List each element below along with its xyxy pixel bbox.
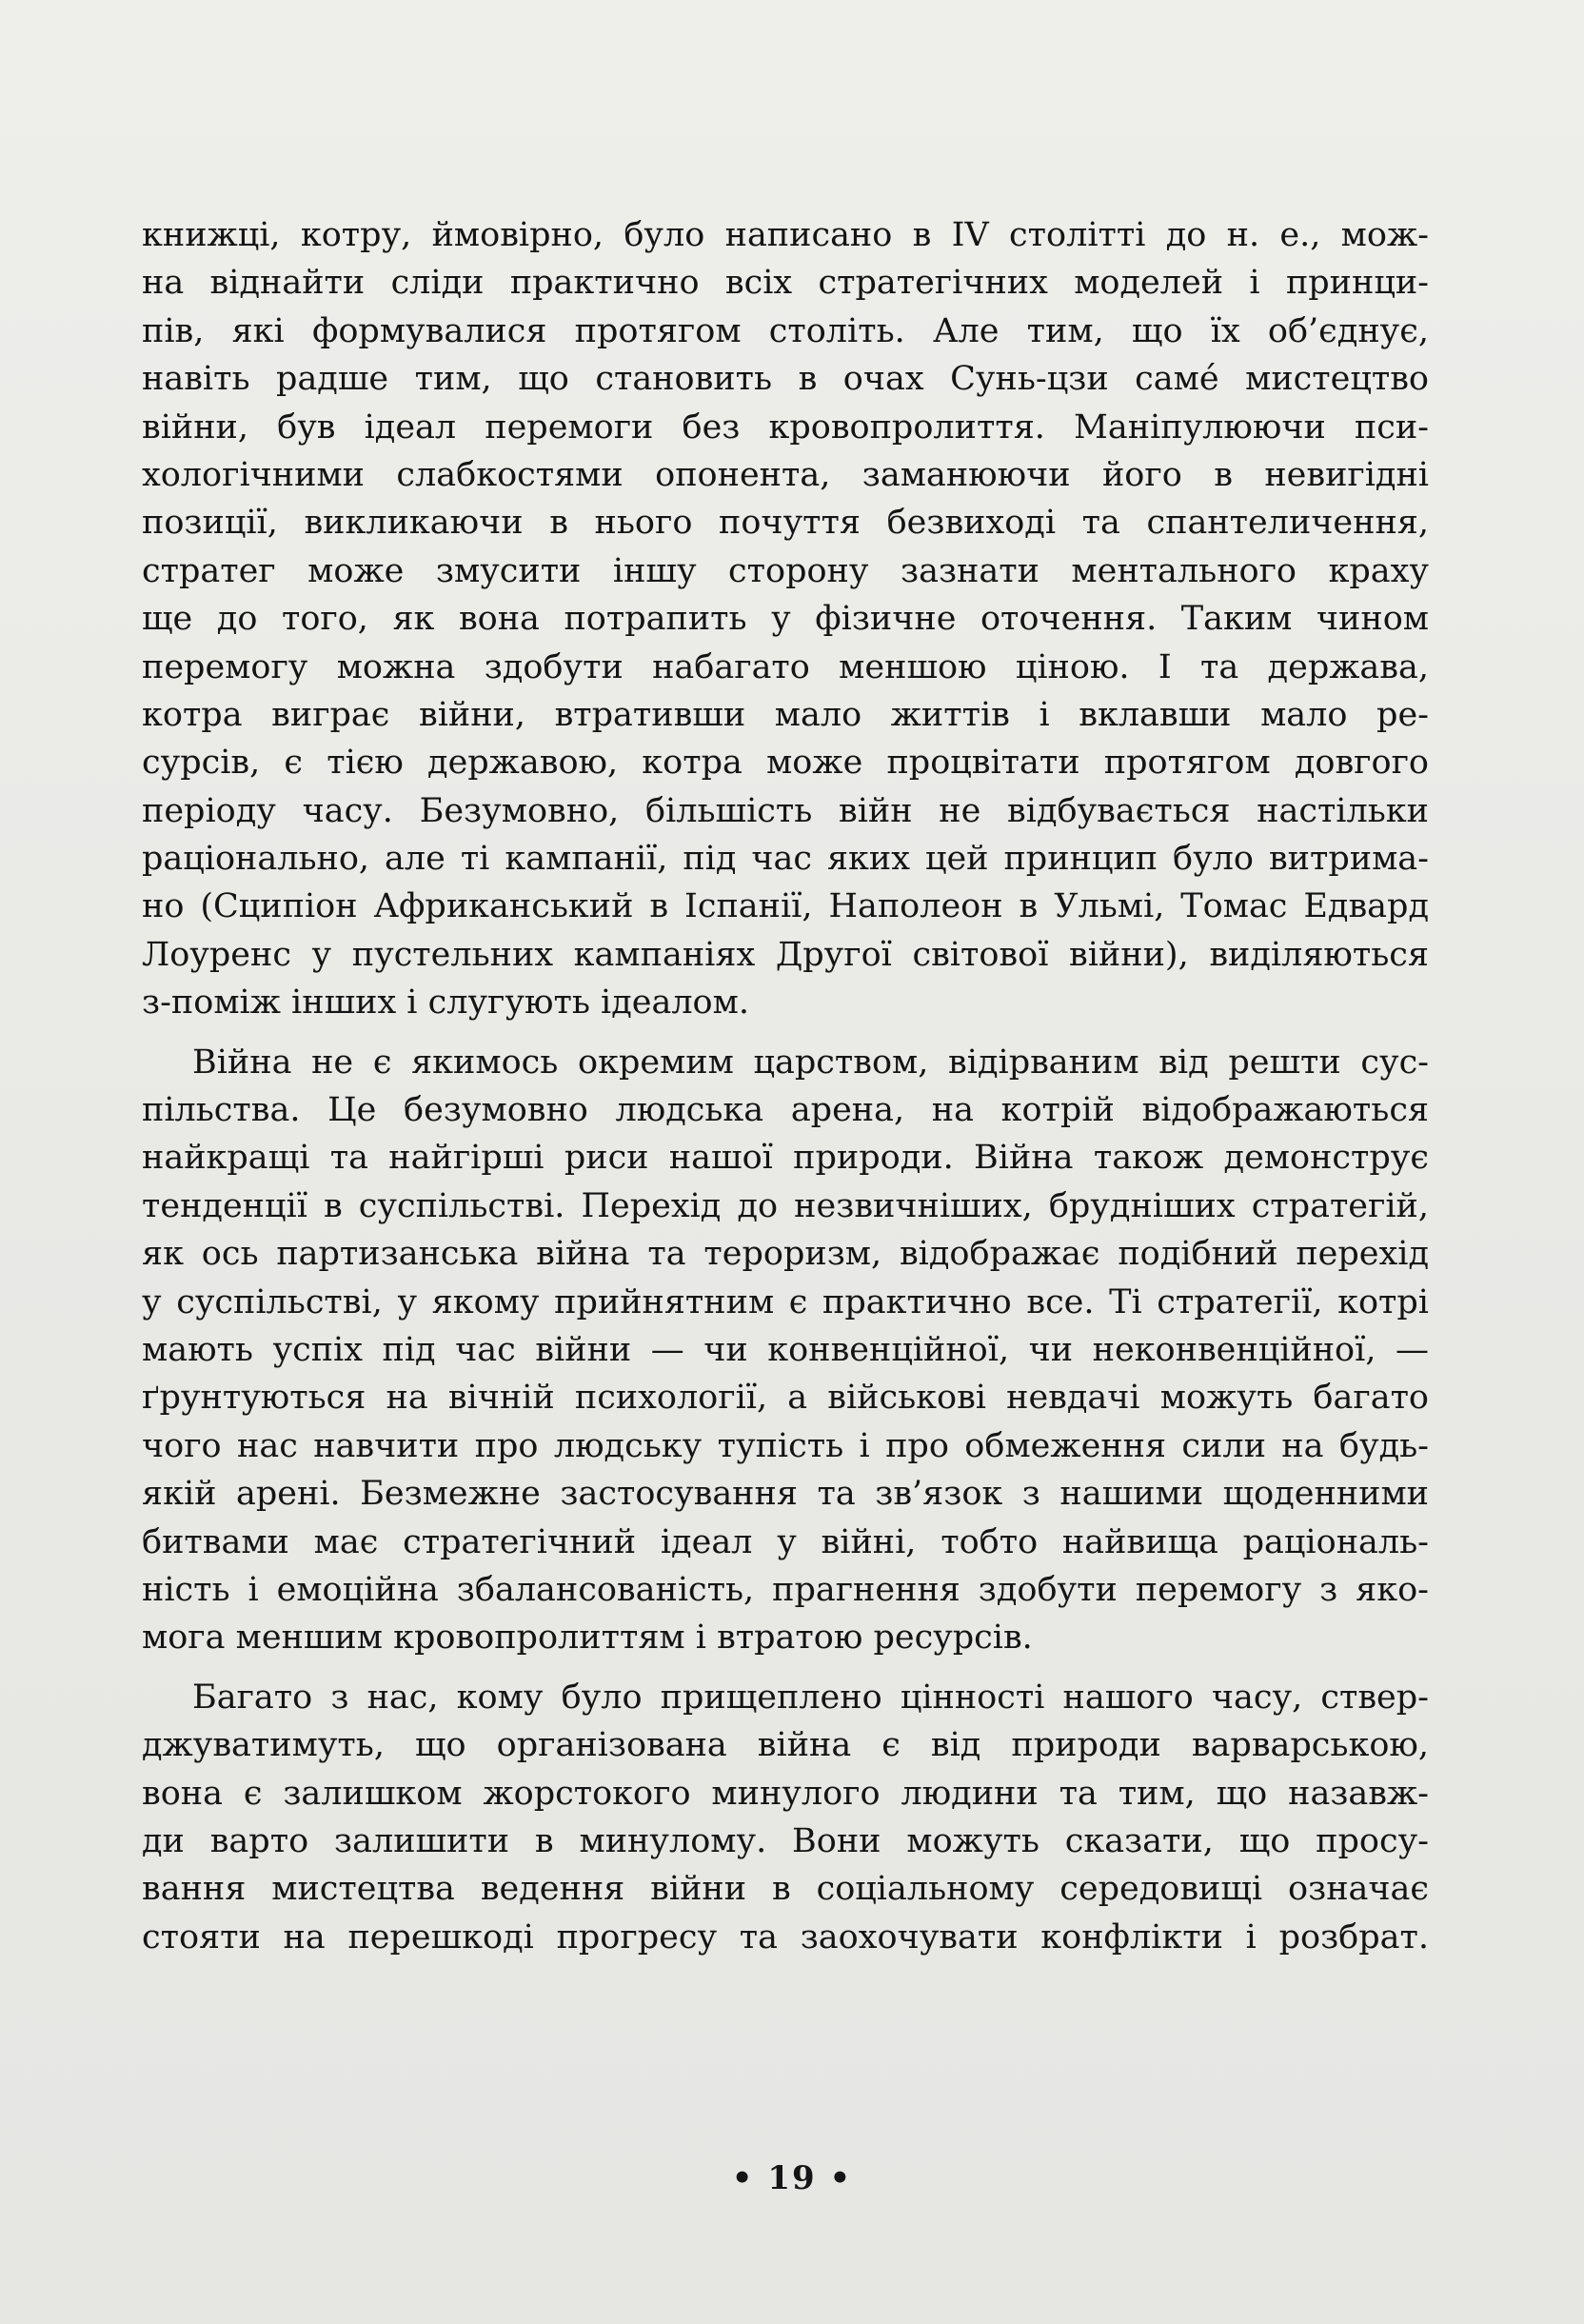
text-line: битвами має стратегічний ідеал у війні, тобто найвища раціональ- — [142, 1522, 1429, 1561]
text-line: ність і емоційна збалансованість, прагнення здобути перемогу з яко- — [142, 1570, 1429, 1609]
text-line: найкращі та найгірші риси нашої природи. Війна також демонструє — [142, 1139, 1429, 1178]
text-line: перемогу можна здобути набагато меншою ціною. І та держава, — [142, 647, 1429, 686]
body-text — [142, 211, 1429, 1961]
text-line: мога меншим кровопролиттям і втратою ресурсів. — [142, 1619, 1033, 1658]
text-line: пів, які формувалися протягом століть. Але тим, що їх об’єднує, — [142, 311, 1429, 350]
text-line: як ось партизанська війна та тероризм, відображає подібний перехід — [142, 1235, 1429, 1274]
text-line: пільства. Це безумовно людська арена, на котрій відображаються — [142, 1091, 1429, 1130]
text-line: чого нас навчити про людську тупість і про обмеження сили на будь- — [142, 1426, 1429, 1465]
text-line: Війна не є якимось окремим царством, відірваним від решти сус- — [192, 1043, 1429, 1082]
text-line: но (Сципіон Африканський в Іспанії, Наполеон в Ульмі, Томас Едвард — [142, 887, 1429, 926]
text-line: хологічними слабкостями опонента, заманюючи його в невигідні — [142, 455, 1429, 494]
text-line: стояти на перешкоді прогресу та заохочувати конфлікти і розбрат. — [142, 1917, 1429, 1957]
text-line: з-поміж інших і слугують ідеалом. — [142, 983, 749, 1023]
page-number: • 19 • — [731, 2159, 853, 2197]
text-line: сурсів, є тією державою, котра може процвітати протягом довгого — [142, 744, 1429, 783]
text-line: у суспільстві, у якому прийнятним є практично все. Ті стратегії, котрі — [142, 1282, 1429, 1321]
text-line: ди варто залишити в минулому. Вони можуть сказати, що просу- — [142, 1821, 1429, 1860]
text-line: джуватимуть, що організована війна є від природи варварською, — [142, 1726, 1429, 1765]
text-line: навіть радше тим, що становить в очах Сунь-цзи саме́ мистецтво — [142, 360, 1429, 399]
text-line: тенденції в суспільстві. Перехід до незвичніших, брудніших стратегій, — [142, 1186, 1429, 1225]
paragraph-2 — [142, 1039, 1429, 1662]
text-line: раціонально, але ті кампанії, під час яких цей принцип було витрима- — [142, 840, 1429, 879]
text-line: Лоуренс у пустельних кампаніях Другої світової війни), виділяються — [142, 935, 1429, 974]
text-line: ґрунтуються на вічній психології, а військові невдачі можуть багато — [142, 1379, 1429, 1418]
text-line: ще до того, як вона потрапить у фізичне оточення. Таким чином — [142, 600, 1429, 639]
text-line: вона є залишком жорстокого минулого людини та тим, що назавж- — [142, 1774, 1429, 1813]
text-line: мають успіх під час війни — чи конвенційної, чи неконвенційної, — — [142, 1330, 1429, 1369]
text-line: книжці, котру, ймовірно, було написано в IV столітті до н. е., мож- — [142, 216, 1429, 254]
text-line: котра виграє війни, втративши мало життів і вклавши мало ре- — [142, 695, 1429, 734]
paragraph-1 — [142, 211, 1429, 1027]
text-line: позиції, викликаючи в нього почуття безвиході та спантеличення, — [142, 504, 1429, 543]
text-line: війни, був ідеал перемоги без кровопролиття. Маніпулюючи пси- — [142, 407, 1429, 447]
text-line: на віднайти сліди практично всіх стратегічних моделей і принци- — [142, 264, 1429, 303]
paragraph-3 — [142, 1674, 1429, 1961]
text-line: вання мистецтва ведення війни в соціальному середовищі означає — [142, 1870, 1429, 1909]
text-line: стратег може змусити іншу сторону зазнати ментального краху — [142, 551, 1429, 590]
text-line: Багато з нас, кому було прищеплено цінності нашого часу, ствер- — [192, 1678, 1429, 1717]
text-line: періоду часу. Безумовно, більшість війн не відбувається настільки — [142, 791, 1429, 830]
text-line: якій арені. Безмежне застосування та зв’язок з нашими щоденними — [142, 1475, 1429, 1514]
